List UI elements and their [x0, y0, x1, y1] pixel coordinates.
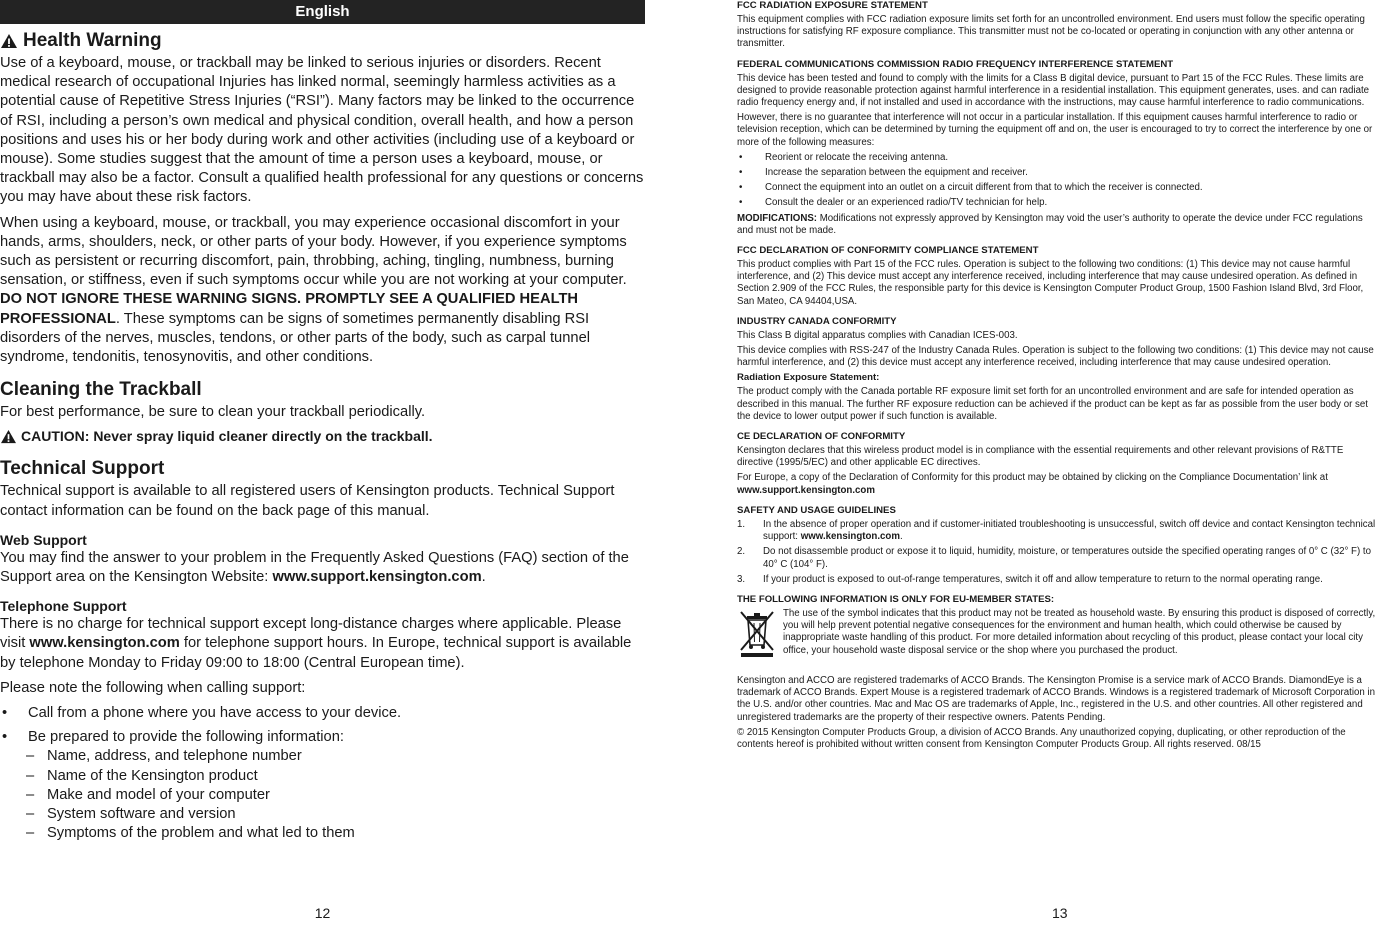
list-item: • Reorient or relocate the receiving antenna. — [739, 151, 949, 163]
page-number: 13 — [1052, 905, 1068, 921]
list-item: – Make and model of your computer — [26, 786, 270, 803]
health-warning-paragraph-1: Use of a keyboard, mouse, or trackball may be linked to serious injuries or disorders. Recent medical research of occupational Injuries has linked normal, seemingly harmless activities as a potential cause of Repetitive Stress Injuries (“RSI”). Many factors may be linked to the occurrence of RSI, including a person’s own medical and physical condition, overall health, and how a person positions and uses his or her body during work and other activities (including use of a keyboard or mouse). Some studies suggest that the amount of time a person uses a keyboard, mouse, or trackball may also be a factor. Consult a qualified health professional for any questions or concerns you may have about these risk factors. — [0, 55, 644, 206]
telephone-support-text: There is no charge for technical support except long-distance charges where applicable. Please visit www.kensington.com for telephone support hours. In Europe, technical support is available by telephone Monday to Friday 09:00 to 18:00 (Central European time). — [0, 616, 632, 671]
web-support-text: You may find the answer to your problem in the Frequently Asked Questions (FAQ) section of the Support area on the Kensington Website: www.support.kensington.com. — [0, 549, 629, 586]
fcc-interference-heading: FEDERAL COMMUNICATIONS COMMISSION RADIO FREQUENCY INTERFERENCE STATEMENT — [737, 58, 1174, 70]
page-number: 12 — [314, 905, 331, 921]
fcc-doc-heading: FCC DECLARATION OF CONFORMITY COMPLIANCE STATEMENT — [737, 245, 1039, 257]
list-item: – Name, address, and telephone number — [26, 748, 302, 765]
list-item: – System software and version — [26, 806, 236, 823]
list-item: 2. Do not disassemble product or expose it to liquid, humidity, moisture, or temperatures outside the specified operating ranges of 0° C (32° F) to 40° C (104° F). — [737, 546, 1371, 570]
ic-p2: This device complies with RSS-247 of the Industry Canada Rules. Operation is subject to the following two conditions: (1) This device may not cause harmful interference, and (2) this device must accept any interference received, including interference that may cause undesired operation. — [737, 345, 1374, 369]
radiation-text: The product comply with the Canada portable RF exposure limit set forth for an uncontrolled environment and are safe for intended operation as described in this manual. The further RF exposure reduction can be achieved if the product can be kept as far as possible from the user body or set the device to lower output power if such function is available. — [737, 386, 1368, 422]
warning-icon — [0, 33, 18, 49]
fcc-doc-text: This product complies with Part 15 of the FCC rules. Operation is subject to the following two conditions: (1) This device may not cause harmful interference, and (2) This device must accept any interference received, including interference that may cause undesired operation. As defined in Section 2.909 of the FCC Rules, the responsible party for this device is Kensington Computer Product Group, 1500 Fashion Island Blvd, 3rd Floor, San Mateo, CA 94404,USA. — [737, 259, 1364, 307]
list-item: – Name of the Kensington product — [26, 767, 258, 784]
warning-emphasis: DO NOT IGNORE THESE WARNING SIGNS. PROMPTLY SEE A QUALIFIED HEALTH PROFESSIONAL — [0, 291, 579, 327]
copyright-text: © 2015 Kensington Computer Products Group, a division of ACCO Brands. Any unauthorized copying, duplicating, or other reproduction of the contents hereof is prohibited without written consent from Kensington Computer Products Group. All rights reserved. 08/15 — [737, 726, 1346, 750]
list-item: • Connect the equipment into an outlet on a circuit different from that to which the receiver is connected. — [739, 182, 1203, 194]
list-item: 1. In the absence of proper operation and if customer-initiated troubleshooting is unsuccessful, switch off device and contact Kensington technical support: www.kensington.com. — [737, 518, 1376, 543]
support-note: Please note the following when calling support: — [0, 679, 306, 696]
language-bar: English — [0, 0, 645, 24]
support-heading: Technical Support — [0, 458, 165, 480]
trademarks-text: Kensington and ACCO are registered trademarks of ACCO Brands. The Kensington Promise is a service mark of ACCO Brands. DiamondEye is a trademark of ACCO Brands. Expert Mouse is a registered trademark of ACCO Brands. Windows is a registered trademark of Microsoft Corporation in the U.S. and/or other countries. Mac and Mac OS are trademarks of Apple, Inc., registered in the U.S. and other countries. All other registered and unregistered trademarks are the property of their respective owners. Patents Pending. — [737, 674, 1376, 723]
safety-heading: SAFETY AND USAGE GUIDELINES — [737, 504, 896, 516]
eu-heading: THE FOLLOWING INFORMATION IS ONLY FOR EU-MEMBER STATES: — [737, 593, 1055, 605]
radiation-heading: Radiation Exposure Statement: — [737, 372, 880, 384]
cleaning-text: For best performance, be sure to clean your trackball periodically. — [0, 404, 426, 421]
ic-heading: INDUSTRY CANADA CONFORMITY — [737, 315, 897, 327]
ce-heading: CE DECLARATION OF CONFORMITY — [737, 431, 906, 443]
weee-text: The use of the symbol indicates that this product may not be treated as household waste. By ensuring this product is disposed of correctly, you will help prevent potential negative consequences for the environment and human health, which could otherwise be caused by inappropriate waste handling of this product. For more detailed information about recycling of this product, please contact your local city office, your household waste disposal service or the shop where you purchased the product. — [783, 607, 1376, 656]
health-warning-title: Health Warning — [23, 30, 162, 51]
page-13 — [737, 0, 1381, 927]
caution-note: CAUTION: Never spray liquid cleaner directly on the trackball. — [0, 428, 645, 444]
list-item: • Consult the dealer or an experienced radio/TV technician for help. — [739, 197, 1048, 209]
ce-p2: For Europe, a copy of the Declaration of Conformity for this product may be obtained by clicking on the Compliance Documentation’ link at www.support.kensington.com — [737, 472, 1328, 496]
health-warning-heading — [0, 30, 645, 52]
crossed-bin-icon — [737, 608, 777, 658]
warning-icon — [0, 429, 17, 444]
telephone-support-heading: Telephone Support — [0, 598, 127, 615]
list-item: • Increase the separation between the equipment and receiver. — [739, 167, 1028, 179]
cleaning-heading: Cleaning the Trackball — [0, 379, 202, 401]
web-support-heading: Web Support — [0, 531, 87, 548]
support-link[interactable]: www.support.kensington.com — [272, 569, 482, 586]
health-warning-paragraph-2: When using a keyboard, mouse, or trackball, you may experience occasional discomfort in your hands, arms, shoulders, neck, or other parts of your body. However, if you experience symptoms such as persistent or recurring discomfort, pain, throbbing, aching, tingling, numbness, burning sensation, or stiffness, even if such symptoms occur while you are not working at your computer. DO NOT IGNORE THESE WARNING SIGNS. PROMPTLY SEE A QUALIFIED HEALTH PROFESSIONAL. These symptoms can be signs of sometimes permanently disabling RSI disorders of the nerves, muscles, tendons, or other parts of the body, such as carpal tunnel syndrome, tendonitis, tenosynovitis, and other conditions. — [0, 214, 627, 366]
ce-p1: Kensington declares that this wireless product model is in compliance with the essential requirements and other relevant provisions of R&TTE directive (1995/5/EC) and other applicable EC directives. — [737, 445, 1344, 469]
fcc-rf-heading: FCC RADIATION EXPOSURE STATEMENT — [737, 0, 928, 11]
support-intro: Technical support is available to all registered users of Kensington products. Technical Support contact information can be found on the back page of this manual. — [0, 483, 615, 519]
compliance-link[interactable]: www.support.kensington.com — [737, 484, 875, 496]
fcc-interference-p1: This device has been tested and found to comply with the limits for a Class B digital device, pursuant to Part 15 of the FCC Rules. These limits are designed to provide reasonable protection against harmful interference in a residential installation. This equipment generates, uses. and can radiate radio frequency energy and, if not installed and used in accordance with the instructions, may cause harmful interference to radio communications. — [737, 72, 1370, 109]
list-item: – Symptoms of the problem and what led to them — [26, 825, 355, 842]
fcc-rf-text: This equipment complies with FCC radiation exposure limits set forth for an uncontrolled environment. End users must follow the specific operating instructions for satisfying RF exposure compliance. This transmitter must not be co-located or operating in conjunction with any other antenna or transmitter. — [737, 14, 1365, 50]
weee-notice — [737, 608, 1381, 663]
ic-p1: This Class B digital apparatus complies with Canadian ICES-003. — [737, 329, 1018, 341]
list-item: 3. If your product is exposed to out-of-range temperatures, switch it off and allow temperature to return to the normal operating range. — [737, 573, 1323, 585]
list-item: • Be prepared to provide the following information: — [2, 729, 344, 746]
list-item: • Call from a phone where you have access to your device. — [2, 705, 402, 722]
kensington-link[interactable]: www.kensington.com — [29, 635, 180, 652]
support-link[interactable]: www.kensington.com — [800, 531, 900, 543]
page-12 — [0, 0, 645, 927]
modifications-text: MODIFICATIONS: Modifications not expressly approved by Kensington may void the user’s authority to operate the device under FCC regulations and must not be made. — [737, 212, 1363, 236]
fcc-interference-p2: However, there is no guarantee that interference will not occur in a particular installation. If this equipment causes harmful interference to radio or television reception, which can be determined by turning the equipment off and on, the user is encouraged to try to correct the interference by one or more of the following measures: — [737, 112, 1373, 148]
